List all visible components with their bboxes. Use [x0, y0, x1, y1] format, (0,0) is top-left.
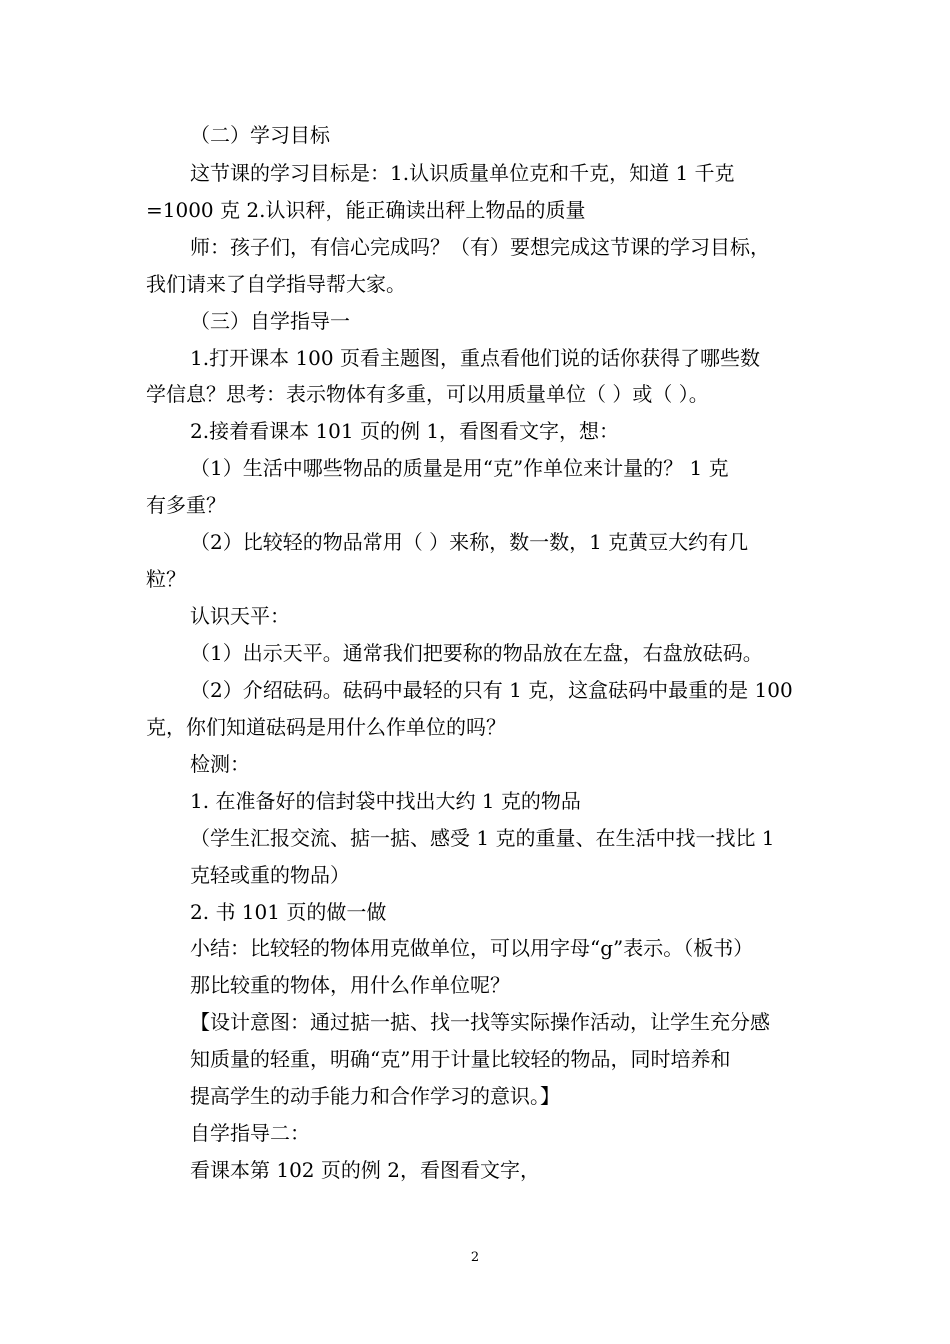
paragraph-line: 学信息？思考：表示物体有多重，可以用质量单位（ ）或（ ）。: [146, 382, 709, 406]
page-number: 2: [470, 1250, 480, 1265]
paragraph-line: 1.打开课本 100 页看主题图，重点看他们说的话你获得了哪些数: [190, 346, 760, 370]
paragraph-line: 小结：比较轻的物体用克做单位，可以用字母“g”表示。（板书）: [190, 936, 754, 960]
paragraph-line: 1. 在准备好的信封袋中找出大约 1 克的物品: [190, 789, 581, 813]
paragraph-line: 粒？: [146, 567, 186, 591]
paragraph-line: （1）生活中哪些物品的质量是用“克”作单位来计量的？ 1 克: [190, 456, 729, 480]
paragraph-line: 我们请来了自学指导帮大家。: [146, 272, 406, 296]
paragraph-line: 克，你们知道砝码是用什么作单位的吗？: [146, 715, 506, 739]
paragraph-line: （2）介绍砝码。砝码中最轻的只有 1 克，这盒砝码中最重的是 100: [190, 678, 793, 702]
heading-check: 检测：: [190, 752, 250, 776]
paragraph-line: 看课本第 102 页的例 2，看图看文字，: [190, 1158, 540, 1182]
paragraph-line: 2.接着看课本 101 页的例 1，看图看文字，想：: [190, 419, 620, 443]
paragraph-line: 师：孩子们，有信心完成吗？（有）要想完成这节课的学习目标，: [190, 235, 770, 259]
heading-self-study-guide-2: 自学指导二：: [190, 1121, 310, 1145]
paragraph-line: 知质量的轻重，明确“克”用于计量比较轻的物品，同时培养和: [190, 1047, 731, 1071]
paragraph-line: 【设计意图：通过掂一掂、找一找等实际操作活动，让学生充分感: [190, 1010, 770, 1034]
heading-recognize-balance: 认识天平：: [190, 604, 290, 628]
paragraph-line: 提高学生的动手能力和合作学习的意识。】: [190, 1084, 560, 1108]
paragraph-line: 这节课的学习目标是：1.认识质量单位克和千克，知道 1 千克: [190, 161, 735, 185]
heading-learning-goals: （二）学习目标: [190, 123, 330, 147]
paragraph-line: （2）比较轻的物品常用（ ）来称，数一数，1 克黄豆大约有几: [190, 530, 749, 554]
heading-self-study-guide-1: （三）自学指导一: [190, 309, 350, 333]
paragraph-line: 那比较重的物体，用什么作单位呢？: [190, 973, 510, 997]
paragraph-line: =1000 克 2.认识秤，能正确读出秤上物品的质量: [146, 198, 586, 222]
paragraph-line: （1）出示天平。通常我们把要称的物品放在左盘，右盘放砝码。: [190, 641, 763, 665]
paragraph-line: 2. 书 101 页的做一做: [190, 900, 387, 924]
paragraph-line: （学生汇报交流、掂一掂、感受 1 克的重量、在生活中找一找比 1: [190, 826, 775, 850]
paragraph-line: 克轻或重的物品）: [190, 863, 350, 887]
paragraph-line: 有多重？: [146, 493, 226, 517]
